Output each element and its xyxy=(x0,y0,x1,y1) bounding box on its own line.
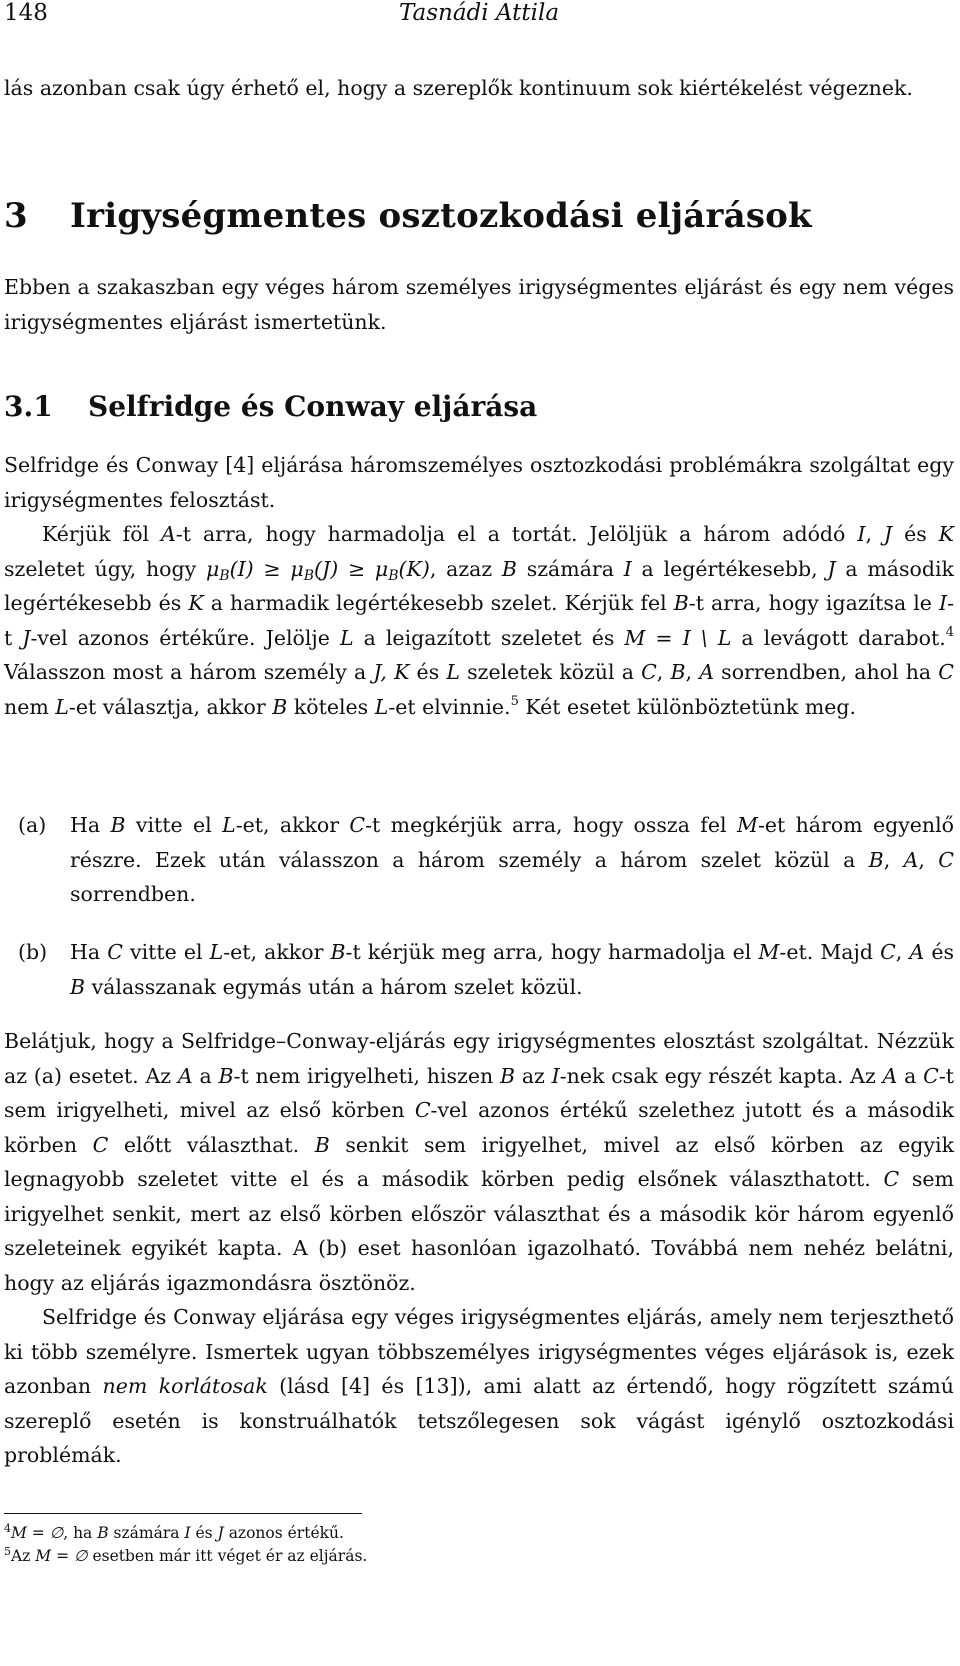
carryover-paragraph: lás azonban csak úgy érhető el, hogy a szereplők kontinuum sok kiértékelést végeznek. xyxy=(4,76,913,100)
case-b: (b) Ha C vitte el L-et, akkor B-t kérjük meg arra, hogy harmadolja el M-et. Majd C, A és B válasszanak egymás után a három szelet közül. xyxy=(18,935,954,1004)
running-header xyxy=(4,0,954,36)
paragraph-proof: Belátjuk, hogy a Selfridge–Conway-eljárás egy irigységmentes elosztást szolgáltat. Nézzük az (a) esetet. Az A a B-t nem irigyelheti, hiszen B az I-nek csak egy részét kapta. Az A a C-t sem irigyelheti, mivel az első körben C-vel azonos értékű szelethez jutott és a második körben C előtt választhat. B senkit sem irigyelhet, mivel az első körben az egyik legnagyobb szeletet vitte el és a második körben pedig elsőnek választhatott. C sem irigyelhet senkit, mert az első körben először választhat és a második kör három egyenlő szeleteinek egyikét kapta. A (b) eset hasonlóan igazolható. Továbbá nem nehéz belátni, hogy az eljárás igazmondásra ösztönöz. Selfridge és Conway eljárása egy véges irigységmentes eljárás, amely nem terjeszthető ki több személyre. Ismertek ugyan többszemélyes irigységmentes véges eljárások is, ezek azonban nem korlátosak (lásd [4] és [13]), ami alatt az értendő, hogy rögzített számú szereplő esetén is konstruálhatók tetszőlegesen sok vágást igénylő osztozkodási problémák. xyxy=(4,1024,954,1473)
section-heading xyxy=(4,196,954,236)
section-number: 3 xyxy=(4,196,28,236)
footnote-4: $^4$M = ∅, ha B számára I és J azonos értékű. xyxy=(4,1522,344,1542)
case-b-label: (b) xyxy=(18,940,48,964)
case-a: (a) Ha B vitte el L-et, akkor C-t megkérjük arra, hogy ossza fel M-et három egyenlő részre. Ezek után válasszon a három személy a három szelet közül a B, A, C sorrendben. xyxy=(18,808,954,912)
footnote-5: $^5$Az M = ∅ esetben már itt véget ér az eljárás. xyxy=(4,1545,368,1565)
footnote-rule xyxy=(4,1513,362,1514)
section-intro: Ebben a szakaszban egy véges három személyes irigységmentes eljárást és egy nem véges irigységmentes eljárást ismertetünk. xyxy=(4,275,954,334)
subsection-number: 3.1 xyxy=(4,390,53,423)
footnote-ref-4: 4 xyxy=(945,624,954,640)
running-author: Tasnádi Attila xyxy=(398,0,560,26)
section-title: Irigységmentes osztozkodási eljárások xyxy=(70,196,812,236)
paragraph-conclusion: Selfridge és Conway eljárása egy véges irigységmentes eljárás, amely nem terjeszthető ki több személyre. Ismertek ugyan többszemélyes irigységmentes véges eljárások is, ezek azonban nem korlátosak (lásd [4] és [13]), ami alatt az értendő, hogy rögzített számú szereplő esetén is konstruálhatók tetszőlegesen sok vágást igénylő osztozkodási problémák. xyxy=(4,1305,954,1467)
footnote-ref-5: 5 xyxy=(510,693,519,709)
case-a-label: (a) xyxy=(18,813,47,837)
emphasis: nem korlátosak xyxy=(102,1374,268,1398)
paragraph-procedure: Selfridge és Conway [4] eljárása háromszemélyes osztozkodási problémákra szolgáltat egy irigységmentes felosztást. Kérjük föl A-t arra, hogy harmadolja el a tortát. Jelöljük a három adódó I, J és K szeletet úgy, hogy $\mu_B(I) \ge \mu_B(J) \ge \mu_B(K)$, azaz B számára I a legértékesebb, J a második legértékesebb és K a harmadik legértékesebb szelet. Kérjük fel B-t arra, hogy igazítsa le I-t J-vel azonos értékűre. Jelölje L a leigazított szeletet és M = I \ L a levágott darabot.$^4$ Válasszon most a három személy a J, K és L szeletek közül a C, B, A sorrendben, ahol ha C nem L-et választja, akkor B köteles L-et elvinnie.$^5$ Két esetet különböztetünk meg. xyxy=(4,453,955,719)
page-number: 148 xyxy=(4,0,48,26)
subsection-heading xyxy=(4,390,954,423)
subsection-title: Selfridge és Conway eljárása xyxy=(88,390,538,423)
